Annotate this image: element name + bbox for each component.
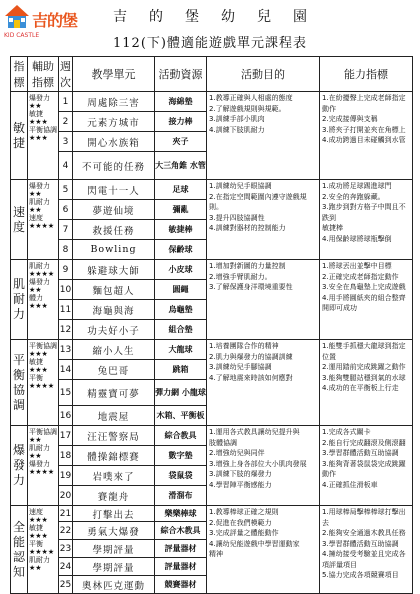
resource-name: 彌亂 (155, 200, 207, 220)
unit-name: 兔巴哥 (73, 360, 155, 380)
indicator-line: 4.正確抓住滑板車 (322, 480, 378, 489)
assist-line: 爆發力 (29, 278, 50, 286)
assist-indicator-cell (28, 506, 59, 594)
ability-indicators-cell (320, 340, 413, 426)
goal-line: 4.了解地震來時該如何應對 (209, 373, 293, 382)
unit-name: 縮小人生 (73, 340, 155, 360)
assist-line: ★★★ (29, 350, 48, 358)
week-number: 9 (59, 260, 73, 280)
indicator-line: 3.學習群體活動互助協調 (322, 449, 399, 457)
resource-name: 夾子 (155, 132, 207, 152)
unit-name: Bowling (73, 240, 155, 260)
indicator-line: 3.安全在鳥龜墊上完成遊戲 (322, 283, 406, 291)
domain-cell: 全能認知 (11, 506, 28, 594)
goal-line: 2.肌力與爆發力的協調訓練 (209, 352, 293, 361)
resource-name: 滑溜布 (155, 486, 207, 506)
resource-name: 大龍球 (155, 340, 207, 360)
indicator-line: 3.跑步到對方格子中間且不跌到 (322, 203, 406, 222)
goal-line: 4.讓幼兒能遊戲中學習運動家 (209, 539, 300, 548)
indicator-line: 4.擁幼接受考驗並且完成各 (322, 550, 406, 558)
indicator-line: 2.安全的奔跑躲藏。 (322, 192, 385, 201)
resource-name: 木箱、平衡板 (155, 406, 207, 426)
week-number: 22 (59, 522, 73, 540)
indicator-line: 2.能夠安全通過木教具任務 (322, 529, 406, 537)
indicator-line: 3.能夠背著袋鼠袋完成跳躍 (322, 459, 406, 468)
assist-line: 敏捷 (29, 110, 43, 118)
resource-name: 樂樂棒球 (155, 506, 207, 522)
week-number: 11 (59, 300, 73, 320)
indicator-line: 1.成功將足球踢進球門 (322, 182, 392, 190)
resource-name: 評量器材 (155, 558, 207, 576)
indicator-line: 1.在紛擾聲上完成老師指定動作 (322, 94, 406, 113)
table-row (11, 260, 413, 280)
goal-line: 2.了解遊戲規則與規範。 (209, 104, 286, 113)
week-number: 7 (59, 220, 73, 240)
unit-name: 打擊出去 (73, 506, 155, 522)
assist-indicator-cell (28, 260, 59, 340)
goal-line: 2.增強手臂肌耐力。 (209, 272, 272, 281)
activity-goals-cell (207, 340, 320, 426)
assist-line: ★★★ (29, 366, 48, 374)
resource-name: 跳箱 (155, 360, 207, 380)
resource-name: 組合墊 (155, 320, 207, 340)
document-title: 112(下)體適能遊戲單元課程表 (113, 36, 307, 51)
unit-name: 閃電十一人 (73, 180, 155, 200)
ability-indicators-cell (320, 92, 413, 180)
page-header (0, 0, 420, 56)
ability-indicators-cell (320, 426, 413, 506)
week-number: 1 (59, 92, 73, 112)
unit-name: 救援任務 (73, 220, 155, 240)
week-number: 20 (59, 486, 73, 506)
unit-name: 岩噗來了 (73, 466, 155, 486)
activity-goals-cell (207, 260, 320, 340)
assist-line: ★★ (29, 286, 42, 294)
assist-indicator-cell (28, 92, 59, 180)
resource-name: 敏捷棒 (155, 220, 207, 240)
resource-name: 競賽器材 (155, 576, 207, 594)
domain-cell: 肌耐力 (11, 260, 28, 340)
assist-line: ★★★ (29, 134, 48, 142)
resource-name: 袋鼠袋 (155, 466, 207, 486)
week-number: 18 (59, 446, 73, 466)
assist-line: ★★★★ (29, 548, 55, 556)
assist-line: 平衡協調 (29, 126, 57, 134)
curriculum-table (10, 56, 413, 594)
activity-goals-cell (207, 426, 320, 506)
indicator-line: 5.協力完成各項競賽項目 (322, 571, 399, 579)
week-number: 25 (59, 576, 73, 594)
header-goals: 活動目的 (207, 57, 320, 92)
week-number: 21 (59, 506, 73, 522)
unit-name: 賽龍舟 (73, 486, 155, 506)
assist-line: ★★★★ (29, 468, 55, 476)
domain-cell: 速度 (11, 180, 28, 260)
goal-line: 3.增強上身各部位大小肌肉發展 (209, 459, 307, 468)
week-number: 3 (59, 132, 73, 152)
week-number: 16 (59, 406, 73, 426)
domain-cell: 平衡協調 (11, 340, 28, 426)
assist-line: ★★★★ (29, 270, 55, 278)
assist-line: ★★★ (29, 516, 48, 524)
indicator-line: 2.能自行完成翻滾及側滾翻 (322, 438, 406, 447)
unit-name: 元素方城市 (73, 112, 155, 132)
goal-line: 1.運用各式教具讓幼兒提升與 (209, 428, 300, 436)
activity-goals-cell (207, 92, 320, 180)
ability-indicators-cell (320, 506, 413, 594)
unit-name: 麵包超人 (73, 280, 155, 300)
unit-name: 學期評量 (73, 540, 155, 558)
indicator-line: 3.將夾子打開並夾在角標上 (322, 125, 406, 134)
indicator-line: 2.完成接傳與支稱 (322, 115, 378, 123)
indicator-line: 1.能雙手抓穩大龍球到指定位置 (322, 342, 406, 361)
assist-line: ★★★★ (29, 382, 55, 390)
indicator-line: 4.用保齡球將球瓶擊倒 (322, 234, 392, 243)
resource-name: 圓繩 (155, 280, 207, 300)
ability-indicators-cell (320, 260, 413, 340)
table-body (11, 92, 413, 594)
logo-text: 吉的堡 (32, 11, 78, 30)
indicator-line: 1.用球棒局擊棒棒球打擊出去 (322, 508, 406, 527)
resource-name: 綜合木教具 (155, 522, 207, 540)
week-number: 6 (59, 200, 73, 220)
assist-line: 敏捷 (29, 524, 43, 532)
assist-line: 敏捷 (29, 358, 43, 366)
assist-line: 平衡 (29, 374, 43, 382)
resource-name: 大三角錐 水管 (155, 152, 207, 180)
goal-line: 1.增加對新圖的力量控制 (209, 262, 286, 270)
week-number: 14 (59, 360, 73, 380)
goal-line: 2.增強幼兒與同伴 (209, 449, 265, 457)
assist-line: 爆發力 (29, 94, 50, 102)
resource-name: 接力棒 (155, 112, 207, 132)
resource-name: 烏龜墊 (155, 300, 207, 320)
assist-line: 體力 (29, 294, 43, 302)
indicator-line: 2.運用踏前完成跳躍之動作 (322, 363, 406, 371)
assist-line: 平衡協調 (29, 428, 57, 436)
header-assist: 輔助指標 (28, 57, 59, 92)
indicator-line: 1.完成各式關卡 (322, 428, 371, 436)
goal-line: 3.訓練幼兒手腳協調 (209, 363, 272, 371)
week-number: 19 (59, 466, 73, 486)
indicator-line: 4.成功跨過目未碰觸到水管 (322, 136, 406, 144)
resource-name: 綜合教具 (155, 426, 207, 446)
unit-name: 躲避球大師 (73, 260, 155, 280)
goal-line: 1.訓練幼兒手眼協調 (209, 182, 272, 190)
assist-line: ★★★ (29, 118, 48, 126)
unit-name: 不可能的任務 (73, 152, 155, 180)
indicator-line: 動作 (322, 470, 336, 478)
indicator-line: 項評量項目 (322, 560, 357, 569)
week-number: 5 (59, 180, 73, 200)
activity-goals-cell (207, 506, 320, 594)
week-number: 4 (59, 152, 73, 180)
resource-name: 小皮球 (155, 260, 207, 280)
resource-name: 保齡球 (155, 240, 207, 260)
goal-line: 3.完成評量之體能動作 (209, 529, 279, 537)
domain-cell: 爆發力 (11, 426, 28, 506)
assist-line: 肌耐力 (29, 556, 50, 564)
goal-line: 1.教導棒球正確之規則 (209, 508, 279, 516)
unit-name: 奧林匹克運動 (73, 576, 155, 594)
resource-name: 彈力網 小龍球 (155, 380, 207, 406)
unit-name: 周處除三害 (73, 92, 155, 112)
assist-line: ★★ (29, 206, 42, 214)
goal-line: 2.在指定空間範圍內遵守遊戲規則。 (209, 192, 307, 211)
goal-line: 3.了解保護身洋環境重要性 (209, 283, 293, 291)
school-name: 吉的堡幼兒園 (113, 9, 329, 25)
indicator-line: 4.成功的在平衡板上行走 (322, 384, 399, 392)
ability-indicators-cell (320, 180, 413, 260)
table-header-row (11, 57, 413, 92)
assist-line: 爆發力 (29, 460, 50, 468)
assist-line: ★★★ (29, 302, 48, 310)
header-resource: 活動資源 (155, 57, 207, 92)
goal-line: 2.促進在我們模範力 (209, 518, 272, 527)
resource-name: 評量器材 (155, 540, 207, 558)
indicator-line: 3.能夠雙腿站穩到氣的水球 (322, 373, 406, 382)
unit-name: 開心水族箱 (73, 132, 155, 152)
domain-cell: 敏捷 (11, 92, 28, 180)
assist-line: 爆發力 (29, 182, 50, 190)
goal-line: 3.訓練下肢的爆發力 (209, 470, 272, 478)
assist-indicator-cell (28, 340, 59, 426)
table-row (11, 426, 413, 446)
goal-line: 精神 (209, 550, 223, 558)
unit-name: 學期評量 (73, 558, 155, 576)
activity-goals-cell (207, 180, 320, 260)
header-unit: 教學單元 (73, 57, 155, 92)
week-number: 15 (59, 380, 73, 406)
assist-line: ★★★ (29, 532, 48, 540)
resource-name: 海綿墊 (155, 92, 207, 112)
assist-line: ★★ (29, 102, 42, 110)
assist-line: ★★ (29, 564, 42, 572)
week-number: 13 (59, 340, 73, 360)
unit-name: 海龜與海 (73, 300, 155, 320)
table-row (11, 506, 413, 522)
goal-line: 肢體協調 (209, 438, 237, 447)
assist-line: ★★★★ (29, 222, 55, 230)
week-number: 8 (59, 240, 73, 260)
goal-line: 4.訓練對器材的控制能力 (209, 224, 286, 232)
unit-name: 體操錦標賽 (73, 446, 155, 466)
indicator-line: 4.用手將圓紙夾的組合整齊 (322, 293, 406, 302)
header-indicators: 能力指標 (320, 57, 413, 92)
header-week: 週次 (59, 57, 73, 92)
assist-line: ★★ (29, 452, 42, 460)
assist-line: 平衡協調 (29, 342, 57, 350)
assist-line: 速度 (29, 214, 43, 222)
assist-line: 平衡 (29, 540, 43, 548)
goal-line: 3.訓練手部小肌肉 (209, 115, 265, 123)
goal-line: 1.教導正確與人相處的態度 (209, 94, 293, 102)
unit-name: 精靈寶可夢 (73, 380, 155, 406)
resource-name: 足球 (155, 180, 207, 200)
week-number: 2 (59, 112, 73, 132)
assist-line: 肌耐力 (29, 198, 50, 206)
unit-name: 夢遊仙境 (73, 200, 155, 220)
unit-name: 汪汪警察局 (73, 426, 155, 446)
unit-name: 功夫好小子 (73, 320, 155, 340)
assist-indicator-cell (28, 180, 59, 260)
indicator-line: 開即可成功 (322, 304, 357, 312)
unit-name: 勇氣大爆發 (73, 522, 155, 540)
assist-line: ★★ (29, 190, 42, 198)
goal-line: 1.培養團隊合作的精神 (209, 342, 279, 350)
goal-line: 3.提升四肢協調性 (209, 213, 265, 222)
assist-line: ★★ (29, 436, 42, 444)
week-number: 17 (59, 426, 73, 446)
week-number: 12 (59, 320, 73, 340)
unit-name: 地震屋 (73, 406, 155, 426)
assist-line: 速度 (29, 508, 43, 516)
table-row (11, 92, 413, 112)
indicator-line: 3.學習群體活動互助協調 (322, 539, 399, 548)
week-number: 10 (59, 280, 73, 300)
week-number: 23 (59, 540, 73, 558)
indicator-line: 敏捷棒 (322, 224, 343, 232)
header-domain: 指標 (11, 57, 28, 92)
assist-line: 肌耐力 (29, 262, 50, 270)
goal-line: 4.訓練下肢肌耐力 (209, 125, 265, 134)
table-row (11, 180, 413, 200)
week-number: 24 (59, 558, 73, 576)
logo-subtext: KID CASTLE (4, 32, 40, 39)
indicator-line: 2.正確完成老師指定動作 (322, 272, 399, 281)
resource-name: 數字墊 (155, 446, 207, 466)
table-row (11, 340, 413, 360)
goal-line: 4.學習陣平衡感能力 (209, 480, 272, 489)
assist-indicator-cell (28, 426, 59, 506)
indicator-line: 1.將球丟出並擊中目標 (322, 262, 392, 270)
assist-line: 肌耐力 (29, 444, 50, 452)
